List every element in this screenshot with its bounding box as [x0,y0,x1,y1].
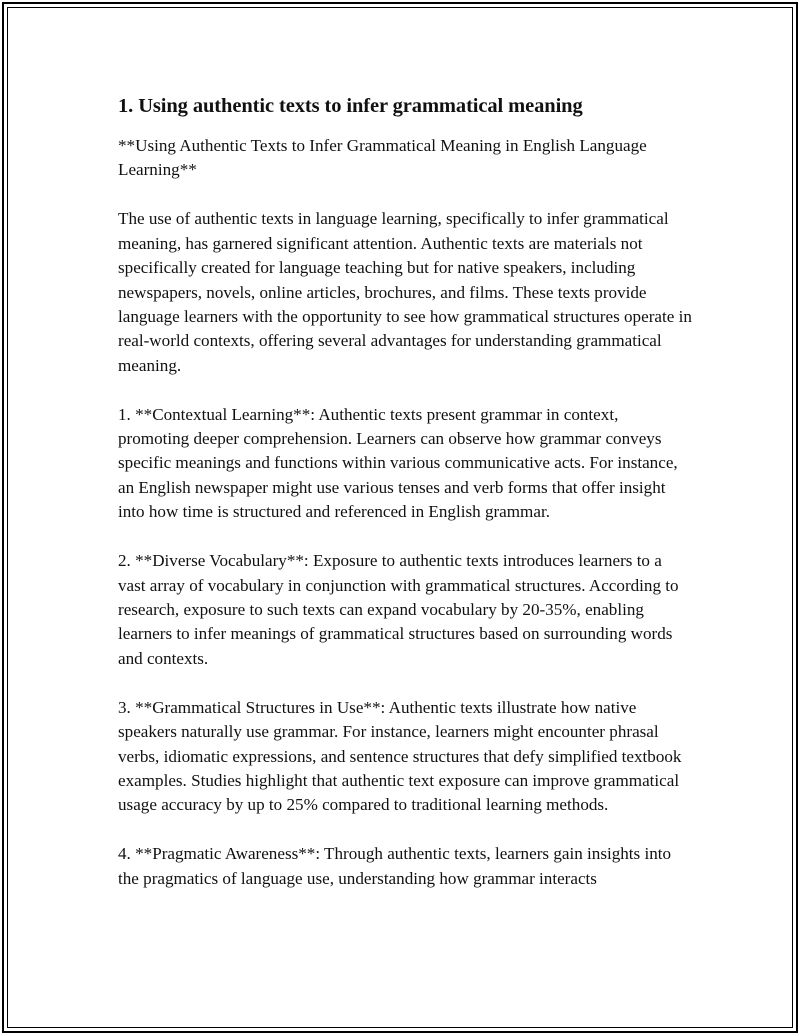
point-pragmatic-awareness: 4. **Pragmatic Awareness**: Through authentic texts, learners gain insights into the pragmatics of language use, understanding how grammar interacts [118,844,672,888]
document-body [118,92,693,916]
point-contextual-learning: 1. **Contextual Learning**: Authentic texts present grammar in context, promoting deeper comprehension. Learners can observe how grammar conveys specific meanings and functions within various communicative acts. For instance, an English newspaper might use various tenses and verb forms that offer insight into how time is structured and referenced in English grammar. [118,404,678,522]
intro-paragraph: The use of authentic texts in language learning, specifically to infer grammatical meaning, has garnered significant attention. Authentic texts are materials not specifically created for language teaching but for native speakers, including newspapers, novels, online articles, brochures, and films. These texts provide language learners with the opportunity to see how grammatical structures operate in real-world contexts, offering several advantages for understanding grammatical meaning. [118,209,692,375]
point-grammatical-structures: 3. **Grammatical Structures in Use**: Authentic texts illustrate how native speakers naturally use grammar. For instance, learners might encounter phrasal verbs, idiomatic expressions, and sentence structures that defy simplified textbook examples. Studies highlight that authentic text exposure can improve grammatical usage accuracy by up to 25% compared to traditional learning methods. [118,697,682,815]
subtitle-paragraph: **Using Authentic Texts to Infer Grammatical Meaning in English Language Learning** [118,136,647,180]
section-heading: 1. Using authentic texts to infer grammatical meaning [118,95,583,117]
point-diverse-vocabulary: 2. **Diverse Vocabulary**: Exposure to authentic texts introduces learners to a vast array of vocabulary in conjunction with grammatical structures. According to research, exposure to such texts can expand vocabulary by 20-35%, enabling learners to infer meanings of grammatical structures based on surrounding words and contexts. [118,551,679,668]
